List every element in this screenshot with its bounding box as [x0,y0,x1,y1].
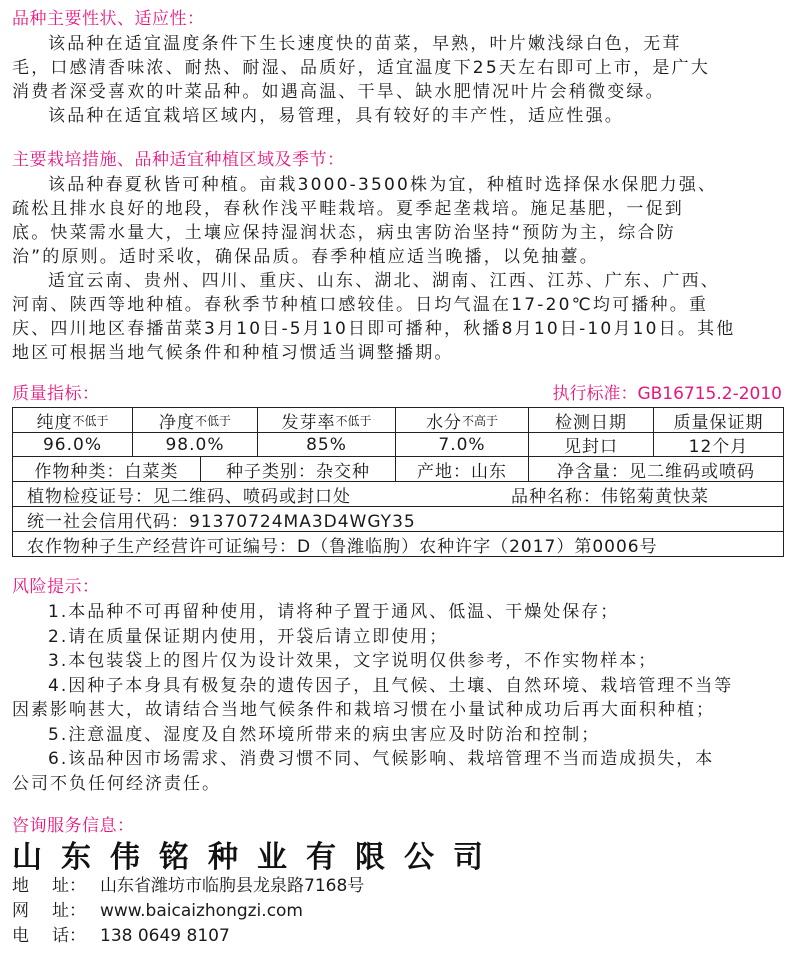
text-line: 该品种在适宜栽培区域内，易管理，具有较好的丰产性，适应性强。 [48,106,624,126]
company-name: 山东伟铭种业有限公司 [12,840,502,875]
value-cleanliness: 98.0% [133,433,258,456]
text-line: 疏松且排水良好的地段，春秋作浅平畦栽培。夏季起垄栽培。施足基肥，一促到 [12,199,684,219]
section-title-contact: 咨询服务信息： [12,816,135,836]
net-content: 净含量：见二维码或喷码 [557,461,755,482]
production-license: 农作物种子生产经营许可证编号：D（鲁潍临朐）农种许字（2017）第0006号 [27,536,658,557]
risk-list [12,600,733,796]
text-line: 该品种在适宜温度条件下生长速度快的苗菜，早熟，叶片嫩浅绿白色，无茸 [48,34,682,54]
section-title-traits: 品种主要性状、适应性： [12,9,205,29]
value-warranty: 12个月 [688,437,749,457]
traits-paragraph [12,32,788,128]
quality-table [12,407,784,557]
website-link[interactable]: www.baicaizhongzi.com [100,901,303,921]
header-germination: 发芽率 不低于 [258,408,396,432]
header-moisture: 水分 不高于 [396,408,529,432]
execution-standard: 执行标准：GB16715.2-2010 [552,384,782,404]
contact-website: 网 址： www.baicaizhongzi.com [12,901,303,921]
credit-code: 统一社会信用代码：91370724MA3D4WGY35 [27,511,416,532]
list-item: 2.请在质量保证期内使用，开袋后请立即使用； [48,626,449,647]
text-line: 毛，口感清香味浓、耐热、耐湿、品质好，适宜温度下25天左右即可上市，是广大 [12,58,711,78]
value-test-date: 见封口 [529,433,654,456]
contact-phone: 电 话： 138 0649 8107 [12,926,230,946]
list-item-continued: 因素影响甚大，故请结合当地气候条件和栽培习惯在小量试种成功后再大面积种植； [12,700,715,720]
crop-type: 作物种类：白菜类 [13,457,201,481]
section-title-quality: 质量指标： [12,384,100,404]
list-item-continued: 公司不负任何经济责任。 [12,773,221,794]
table-row [13,457,783,482]
quarantine-and-variety [13,482,783,506]
table-row [13,482,783,507]
value-moisture: 7.0% [396,433,529,456]
list-item: 4.因种子本身具有极复杂的遗传因子，且气候、土壤、自然环境、栽培管理不当等 [48,675,734,696]
table-row [13,507,783,532]
header-cleanliness: 净度 不低于 [133,408,258,432]
seed-category: 种子类别：杂交种 [201,457,396,481]
address-value: 山东省潍坊市临朐县龙泉路7168号 [100,876,365,896]
section-title-cultivation: 主要栽培措施、品种适宜种植区域及季节： [12,150,345,170]
list-item: 3.本包装袋上的图片仅为设计效果，文字说明仅供参考，不作实物样本； [48,651,658,671]
list-item: 6.该品种因市场需求、消费习惯不同、气候影响、栽培管理不当而造成损失，本 [48,749,715,769]
variety-name: 品种名称：伟铭菊黄快菜 [511,486,709,507]
origin: 产地：山东 [396,457,529,481]
text-line: 庆、四川地区春播苗菜3月10日-5月10日即可播种，秋播8月10日-10月10日。其他 [12,319,736,339]
text-line: 治”的原则。适时采收，确保品质。春季种植应适当晚播，以免抽薹。 [12,247,600,267]
section-title-risk: 风险提示： [12,577,100,597]
text-line: 适宜云南、贵州、四川、重庆、山东、湖北、湖南、江西、江苏、广东、广西、 [48,271,720,291]
text-line: 该品种春夏秋皆可种植。亩栽3000-3500株为宜，种植时选择保水保肥力强、 [48,175,718,195]
value-germination: 85% [258,433,396,456]
text-line: 河南、陕西等地种植。春秋季节种植口感较佳。日均气温在17-20℃均可播种。重 [12,295,709,315]
quarantine-number: 植物检疫证号：见二维码、喷码或封口处 [27,486,351,507]
contact-address: 地 址： 山东省潍坊市临朐县龙泉路7168号 [12,876,365,896]
table-row [13,433,783,457]
table-row [13,532,783,556]
phone-number: 138 0649 8107 [100,926,230,946]
header-test-date: 检测日期 [529,408,654,432]
text-line: 底。快菜需水量大，土壤应保持湿润状态，病虫害防治坚持“预防为主，综合防 [12,223,676,243]
header-purity: 纯度 不低于 [13,408,133,432]
header-warranty: 质量保证期 [673,412,764,433]
list-item: 1.本品种不可再留种使用，请将种子置于通风、低温、干燥处保存； [48,602,620,622]
text-line: 地区可根据当地气候条件和种植习惯适当调整播期。 [12,343,454,363]
list-item: 5.注意温度、湿度及自然环境所带来的病虫害应及时防治和控制； [48,724,601,745]
value-purity: 96.0% [13,433,133,456]
text-line: 消费者深受喜欢的叶菜品种。如遇高温、干旱、缺水肥情况叶片会稍微变绿。 [12,82,665,102]
table-header-row [13,408,783,433]
cultivation-paragraph [12,173,788,365]
